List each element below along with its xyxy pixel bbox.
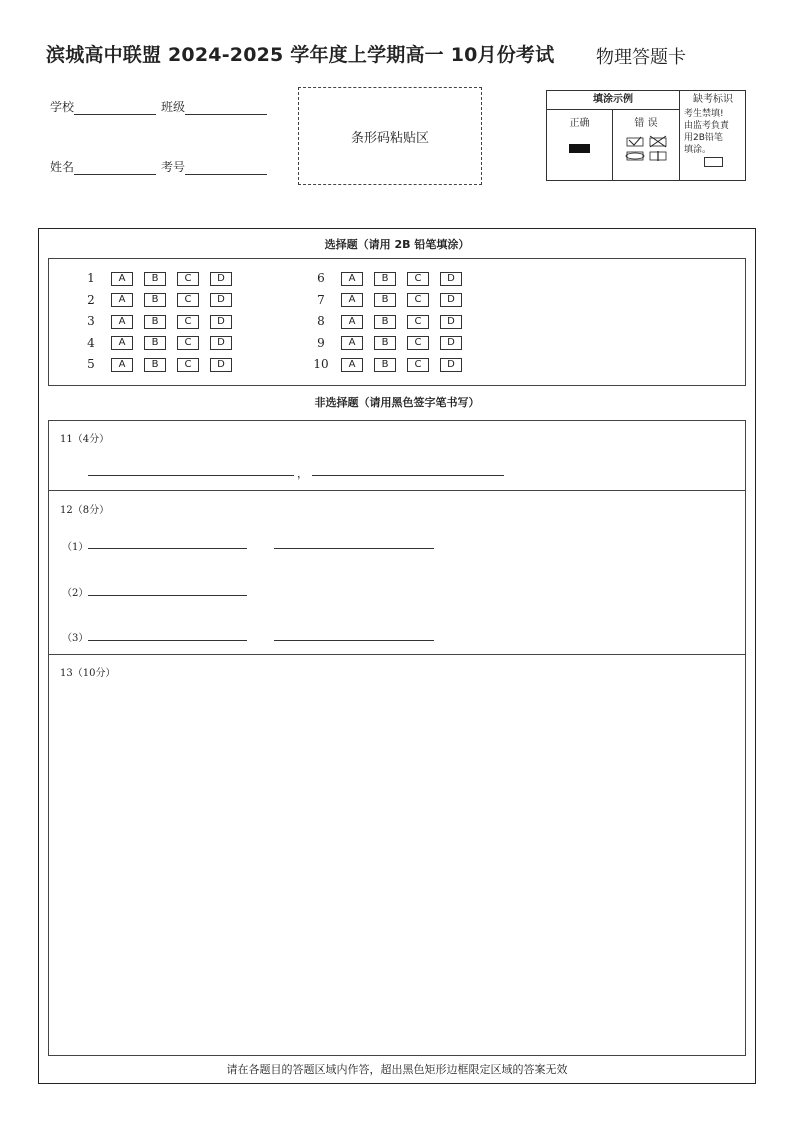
choice-question-2 (83, 293, 243, 308)
option-bubble-a[interactable]: A (341, 315, 363, 329)
q12-label: 12（8分） (60, 505, 110, 516)
choice-question-6 (313, 271, 473, 286)
choice-question-number: 10 (313, 357, 329, 371)
choice-area (48, 258, 746, 386)
absent-note-3: 用2B铅笔 (684, 133, 723, 143)
choice-question-number: 2 (87, 292, 95, 307)
choice-question-10 (313, 357, 473, 372)
q12-part2-label: （2） (62, 588, 89, 599)
choice-question-3 (83, 314, 243, 329)
option-bubble-b[interactable]: B (144, 293, 166, 307)
option-bubble-b[interactable]: B (374, 272, 396, 286)
option-bubble-a[interactable]: A (111, 336, 133, 350)
name-line (74, 174, 156, 175)
exam-number-label: 考号 (161, 160, 186, 174)
school-field[interactable] (50, 98, 156, 115)
q11-answer-line-1[interactable] (88, 475, 294, 476)
choice-question-number: 7 (317, 292, 325, 307)
option-bubble-d[interactable]: D (440, 358, 462, 372)
q11-separator: ， (297, 467, 308, 480)
absent-note-4: 填涂。 (684, 145, 712, 155)
option-bubble-d[interactable]: D (210, 336, 232, 350)
barcode-label: 条形码粘贴区 (350, 130, 429, 146)
school-label: 学校 (50, 100, 75, 114)
exam-number-line (185, 174, 267, 175)
option-bubble-d[interactable]: D (440, 315, 462, 329)
option-bubble-a[interactable]: A (111, 293, 133, 307)
option-bubble-d[interactable]: D (210, 272, 232, 286)
q11-label: 11（4分） (60, 434, 110, 445)
option-bubble-c[interactable]: C (177, 293, 199, 307)
legend-title: 填涂示例 (547, 91, 680, 110)
option-bubble-b[interactable]: B (374, 358, 396, 372)
legend-correct (547, 110, 613, 180)
option-bubble-c[interactable]: C (407, 336, 429, 350)
class-field[interactable] (161, 98, 267, 115)
q12-part3-line-2[interactable] (274, 640, 434, 641)
option-bubble-a[interactable]: A (341, 358, 363, 372)
q11-answer-line-2[interactable] (312, 475, 504, 476)
option-bubble-a[interactable]: A (111, 315, 133, 329)
question-11[interactable] (49, 421, 745, 491)
option-bubble-d[interactable]: D (440, 336, 462, 350)
option-bubble-b[interactable]: B (144, 336, 166, 350)
q13-label: 13（10分） (60, 668, 116, 679)
choice-question-7 (313, 293, 473, 308)
fill-legend (546, 90, 746, 181)
option-bubble-a[interactable]: A (341, 336, 363, 350)
exam-number-field[interactable] (161, 158, 267, 175)
option-bubble-c[interactable]: C (177, 272, 199, 286)
nonchoice-area (48, 420, 746, 1056)
q12-part1-label: （1） (62, 542, 89, 553)
choice-question-5 (83, 357, 243, 372)
option-bubble-b[interactable]: B (374, 315, 396, 329)
option-bubble-c[interactable]: C (407, 293, 429, 307)
option-bubble-c[interactable]: C (407, 272, 429, 286)
legend-wrong (613, 110, 680, 180)
option-bubble-c[interactable]: C (177, 336, 199, 350)
name-field[interactable] (50, 158, 156, 175)
option-bubble-a[interactable]: A (341, 272, 363, 286)
option-bubble-b[interactable]: B (374, 336, 396, 350)
option-bubble-d[interactable]: D (440, 272, 462, 286)
option-bubble-b[interactable]: B (144, 358, 166, 372)
name-label: 姓名 (50, 160, 75, 174)
answer-frame (38, 228, 756, 1084)
footer-note: 请在各题目的答题区域内作答，超出黑色矩形边框限定区域的答案无效 (226, 1063, 568, 1076)
option-bubble-b[interactable]: B (144, 315, 166, 329)
option-bubble-d[interactable]: D (440, 293, 462, 307)
option-bubble-d[interactable]: D (210, 315, 232, 329)
choice-question-number: 6 (317, 271, 325, 285)
sheet-subtitle: 物理答题卡 (596, 47, 686, 68)
option-bubble-a[interactable]: A (111, 272, 133, 286)
legend-correct-label: 正确 (569, 118, 590, 129)
absent-mark-box[interactable] (704, 157, 723, 167)
choice-question-number: 9 (317, 335, 325, 350)
choice-question-8 (313, 314, 473, 329)
school-line (74, 114, 156, 115)
option-bubble-c[interactable]: C (407, 315, 429, 329)
option-bubble-a[interactable]: A (341, 293, 363, 307)
option-bubble-a[interactable]: A (111, 358, 133, 372)
option-bubble-c[interactable]: C (407, 358, 429, 372)
filled-mark-icon (569, 144, 590, 153)
choice-section-title: 选择题（请用 2B 铅笔填涂） (324, 238, 470, 251)
choice-question-number: 5 (87, 357, 95, 371)
option-bubble-d[interactable]: D (210, 358, 232, 372)
absent-note-1: 考生禁填! (684, 109, 724, 119)
q12-part3-label: （3） (62, 633, 89, 644)
choice-question-number: 8 (317, 314, 325, 328)
choice-question-1 (83, 271, 243, 286)
option-bubble-c[interactable]: C (177, 315, 199, 329)
class-line (185, 114, 267, 115)
option-bubble-b[interactable]: B (144, 272, 166, 286)
q12-part3-line-1[interactable] (88, 640, 247, 641)
option-bubble-c[interactable]: C (177, 358, 199, 372)
q12-part2-line[interactable] (88, 595, 247, 596)
class-label: 班级 (161, 100, 186, 114)
option-bubble-b[interactable]: B (374, 293, 396, 307)
question-13[interactable] (49, 655, 745, 1055)
absent-mark-cell (680, 91, 746, 180)
question-12[interactable] (49, 491, 745, 655)
choice-question-number: 3 (87, 314, 95, 328)
choice-question-4 (83, 336, 243, 351)
exam-title: 滨城高中联盟 2024-2025 学年度上学期高一 10月份考试 (46, 44, 555, 66)
q12-part1-line-1[interactable] (88, 548, 247, 549)
absent-title: 缺考标识 (693, 94, 733, 105)
nonchoice-section-title: 非选择题（请用黑色签字笔书写） (314, 396, 480, 409)
option-bubble-d[interactable]: D (210, 293, 232, 307)
choice-question-9 (313, 336, 473, 351)
choice-question-number: 1 (87, 271, 95, 285)
q12-part1-line-2[interactable] (274, 548, 434, 549)
barcode-area (298, 87, 482, 185)
choice-question-number: 4 (87, 335, 95, 350)
absent-note-2: 由监考負責 (684, 121, 730, 131)
legend-wrong-label: 错 误 (634, 118, 658, 129)
wrong-marks-icon (621, 135, 671, 165)
